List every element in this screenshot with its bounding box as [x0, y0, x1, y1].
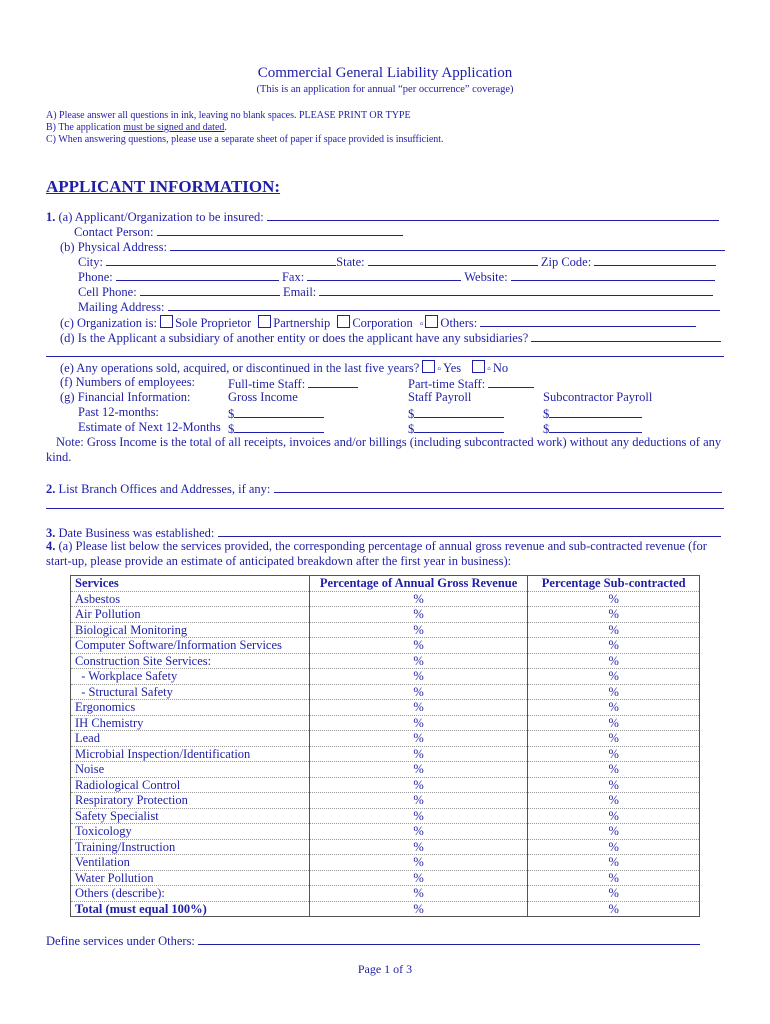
- total-label: Total (must equal 100%): [71, 901, 310, 917]
- estimate-label: Estimate of Next 12-Months: [78, 420, 221, 434]
- table-row: [71, 870, 700, 886]
- subcontracted-percent-cell[interactable]: %: [528, 901, 700, 917]
- sub-payroll-header: Subcontractor Payroll: [543, 390, 653, 404]
- no-checkbox[interactable]: [472, 360, 485, 373]
- gross-income-note-cont: kind.: [46, 450, 72, 464]
- subsidiary-field[interactable]: [531, 329, 721, 342]
- subcontracted-percent-cell[interactable]: %: [528, 622, 700, 638]
- gross-revenue-percent-cell[interactable]: %: [309, 746, 528, 762]
- gross-revenue-percent-cell[interactable]: %: [309, 653, 528, 669]
- city-row: City: State: Zip Code:: [78, 253, 716, 270]
- financial-label: (g) Financial Information:: [60, 390, 191, 404]
- placeholder-glyph-icon: ▫: [419, 319, 424, 330]
- gross-revenue-percent-cell[interactable]: %: [309, 793, 528, 809]
- mailing-row: Mailing Address:: [78, 298, 720, 315]
- branch-offices-field[interactable]: [274, 480, 722, 493]
- cell-row: Cell Phone: Email:: [78, 283, 713, 300]
- service-name: Noise: [71, 762, 310, 778]
- yes-checkbox[interactable]: [422, 360, 435, 373]
- operations-row: (e) Any operations sold, acquired, or discontinued in the last five years? ▫ Yes ▫ No: [60, 361, 509, 375]
- page-title: Commercial General Liability Application: [257, 65, 513, 81]
- organization-row: (c) Organization is: Sole Proprietor Partnership Corporation ▫ Others:: [60, 314, 696, 331]
- table-row: [71, 653, 700, 669]
- est-sub-row: $: [543, 420, 642, 437]
- subcontracted-percent-cell[interactable]: %: [528, 793, 700, 809]
- others-checkbox[interactable]: [425, 315, 438, 328]
- table-row: [71, 886, 700, 902]
- services-table: [70, 575, 700, 917]
- gross-revenue-percent-cell[interactable]: %: [309, 870, 528, 886]
- service-name: Water Pollution: [71, 870, 310, 886]
- past-staff-field[interactable]: [414, 405, 504, 418]
- state-field[interactable]: [368, 253, 538, 266]
- subsidiary-row: (d) Is the Applicant a subsidiary of another entity or does the applicant have any subsidiaries?: [60, 329, 721, 346]
- gross-revenue-percent-cell[interactable]: %: [309, 715, 528, 731]
- service-name: Asbestos: [71, 591, 310, 607]
- est-staff-row: $: [408, 420, 504, 437]
- service-name: Ventilation: [71, 855, 310, 871]
- physical-address-field[interactable]: [170, 238, 725, 251]
- past-staff-row: $: [408, 405, 504, 422]
- service-name: - Workplace Safety: [71, 669, 310, 685]
- gross-revenue-header: Percentage of Annual Gross Revenue: [309, 576, 528, 592]
- table-row: [71, 824, 700, 840]
- gross-revenue-percent-cell[interactable]: %: [309, 824, 528, 840]
- gross-revenue-percent-cell[interactable]: %: [309, 622, 528, 638]
- staff-payroll-header: Staff Payroll: [408, 390, 472, 404]
- service-name: Air Pollution: [71, 607, 310, 623]
- subcontracted-percent-cell[interactable]: %: [528, 731, 700, 747]
- est-staff-field[interactable]: [414, 420, 504, 433]
- service-name: Lead: [71, 731, 310, 747]
- services-header: Services: [71, 576, 310, 592]
- q3-row: 3. Date Business was established:: [46, 524, 721, 541]
- service-name: Radiological Control: [71, 777, 310, 793]
- table-row: [71, 684, 700, 700]
- employees-label: (f) Numbers of employees:: [60, 375, 196, 389]
- subcontracted-percent-cell[interactable]: %: [528, 653, 700, 669]
- gross-revenue-percent-cell[interactable]: %: [309, 762, 528, 778]
- subcontracted-percent-cell[interactable]: %: [528, 870, 700, 886]
- subcontracted-percent-cell[interactable]: %: [528, 762, 700, 778]
- sole-proprietor-checkbox[interactable]: [160, 315, 173, 328]
- service-name: IH Chemistry: [71, 715, 310, 731]
- fulltime-staff-field[interactable]: [308, 375, 358, 388]
- q2-row: 2. List Branch Offices and Addresses, if any:: [46, 480, 722, 497]
- service-name: Microbial Inspection/Identification: [71, 746, 310, 762]
- subcontracted-percent-cell[interactable]: %: [528, 669, 700, 685]
- service-name: Ergonomics: [71, 700, 310, 716]
- others-org-field[interactable]: [480, 314, 696, 327]
- gross-revenue-percent-cell[interactable]: %: [309, 839, 528, 855]
- service-name: - Structural Safety: [71, 684, 310, 700]
- subsidiary-continuation: [46, 344, 724, 361]
- service-name: Computer Software/Information Services: [71, 638, 310, 654]
- email-field[interactable]: [319, 283, 713, 296]
- table-row: [71, 669, 700, 685]
- table-row: [71, 715, 700, 731]
- subcontracted-percent-cell[interactable]: %: [528, 839, 700, 855]
- placeholder-glyph-icon: ▫: [437, 364, 441, 375]
- gross-revenue-percent-cell[interactable]: %: [309, 591, 528, 607]
- est-gross-field[interactable]: [234, 420, 324, 433]
- subcontracted-percent-cell[interactable]: %: [528, 808, 700, 824]
- table-row: [71, 607, 700, 623]
- table-row: [71, 793, 700, 809]
- gross-income-note: Note: Gross Income is the total of all receipts, invoices and/or billings (including subcontracted work) without any deductions of any: [56, 435, 722, 449]
- est-sub-field[interactable]: [549, 420, 642, 433]
- date-established-field[interactable]: [218, 524, 721, 537]
- q1-a-row: 1. (a) Applicant/Organization to be insured:: [46, 208, 719, 225]
- table-row: [71, 746, 700, 762]
- placeholder-glyph-icon: ▫: [487, 364, 491, 375]
- service-name: Safety Specialist: [71, 808, 310, 824]
- contact-row: Contact Person:: [74, 223, 403, 240]
- table-row: [71, 638, 700, 654]
- q4-line2: start-up, please provide an estimate of anticipated breakdown after the first year in business):: [46, 554, 512, 568]
- table-row: [71, 777, 700, 793]
- define-others-field[interactable]: [198, 932, 700, 945]
- subcontracted-percent-cell[interactable]: %: [528, 684, 700, 700]
- phone-row: Phone: Fax: Website:: [78, 268, 715, 285]
- parttime-row: Part-time Staff:: [408, 375, 534, 392]
- page-number: Page 1 of 3: [357, 962, 413, 976]
- table-row: [71, 731, 700, 747]
- table-row: [71, 700, 700, 716]
- gross-revenue-percent-cell[interactable]: %: [309, 731, 528, 747]
- table-row: [71, 808, 700, 824]
- gross-revenue-percent-cell[interactable]: %: [309, 669, 528, 685]
- est-gross-row: $: [228, 420, 324, 437]
- q4-line1: 4. (a) Please list below the services provided, the corresponding percentage of annual gross revenue and sub-contracted revenue (for: [46, 539, 707, 553]
- contact-person-field[interactable]: [157, 223, 403, 236]
- table-row: [71, 622, 700, 638]
- past-gross-row: $: [228, 405, 324, 422]
- section-title: APPLICANT INFORMATION:: [46, 177, 281, 196]
- instruction-a: A) Please answer all questions in ink, leaving no blank spaces. PLEASE PRINT OR TYPE: [46, 110, 411, 121]
- subcontracted-percent-cell[interactable]: %: [528, 700, 700, 716]
- website-field[interactable]: [511, 268, 715, 281]
- instruction-c: C) When answering questions, please use a separate sheet of paper if space provided is insufficient.: [46, 134, 444, 145]
- table-row: [71, 839, 700, 855]
- subcontracted-percent-cell[interactable]: %: [528, 777, 700, 793]
- subcontracted-percent-cell[interactable]: %: [528, 638, 700, 654]
- zip-code-field[interactable]: [594, 253, 716, 266]
- gross-revenue-percent-cell[interactable]: %: [309, 638, 528, 654]
- subcontracted-percent-cell[interactable]: %: [528, 591, 700, 607]
- subcontracted-percent-cell[interactable]: %: [528, 886, 700, 902]
- subcontracted-percent-cell[interactable]: %: [528, 715, 700, 731]
- branch-offices-field-2[interactable]: [46, 496, 724, 509]
- subcontracted-percent-cell[interactable]: %: [528, 855, 700, 871]
- subcontracted-header: Percentage Sub-contracted: [528, 576, 700, 592]
- gross-revenue-percent-cell[interactable]: %: [309, 886, 528, 902]
- mailing-address-field[interactable]: [168, 298, 720, 311]
- parttime-staff-field[interactable]: [488, 375, 534, 388]
- past-gross-field[interactable]: [234, 405, 324, 418]
- table-row: [71, 762, 700, 778]
- gross-revenue-percent-cell[interactable]: %: [309, 700, 528, 716]
- gross-revenue-percent-cell[interactable]: %: [309, 901, 528, 917]
- subcontracted-percent-cell[interactable]: %: [528, 824, 700, 840]
- gross-revenue-percent-cell[interactable]: %: [309, 777, 528, 793]
- service-name: Others (describe):: [71, 886, 310, 902]
- define-others-row: Define services under Others:: [46, 932, 700, 949]
- page-subtitle: (This is an application for annual “per occurrence” coverage): [256, 84, 514, 95]
- gross-revenue-percent-cell[interactable]: %: [309, 855, 528, 871]
- applicant-name-field[interactable]: [267, 208, 719, 221]
- cell-phone-field[interactable]: [140, 283, 280, 296]
- fax-field[interactable]: [307, 268, 461, 281]
- partnership-checkbox[interactable]: [258, 315, 271, 328]
- fulltime-row: Full-time Staff:: [228, 375, 358, 392]
- service-name: Construction Site Services:: [71, 653, 310, 669]
- gross-revenue-percent-cell[interactable]: %: [309, 808, 528, 824]
- service-name: Respiratory Protection: [71, 793, 310, 809]
- service-name: Toxicology: [71, 824, 310, 840]
- physical-address-row: (b) Physical Address:: [60, 238, 725, 255]
- q2-continuation: [46, 496, 724, 513]
- past-sub-field[interactable]: [549, 405, 642, 418]
- past-sub-row: $: [543, 405, 642, 422]
- total-row: [71, 901, 700, 917]
- service-name: Biological Monitoring: [71, 622, 310, 638]
- table-row: [71, 591, 700, 607]
- gross-revenue-percent-cell[interactable]: %: [309, 607, 528, 623]
- city-field[interactable]: [106, 253, 336, 266]
- phone-field[interactable]: [116, 268, 279, 281]
- subcontracted-percent-cell[interactable]: %: [528, 607, 700, 623]
- past-label: Past 12-months:: [78, 405, 159, 419]
- gross-income-header: Gross Income: [228, 390, 298, 404]
- gross-revenue-percent-cell[interactable]: %: [309, 684, 528, 700]
- subsidiary-field-2[interactable]: [46, 344, 724, 357]
- subcontracted-percent-cell[interactable]: %: [528, 746, 700, 762]
- service-name: Training/Instruction: [71, 839, 310, 855]
- corporation-checkbox[interactable]: [337, 315, 350, 328]
- table-row: [71, 855, 700, 871]
- instruction-b: B) The application must be signed and dated.: [46, 122, 227, 133]
